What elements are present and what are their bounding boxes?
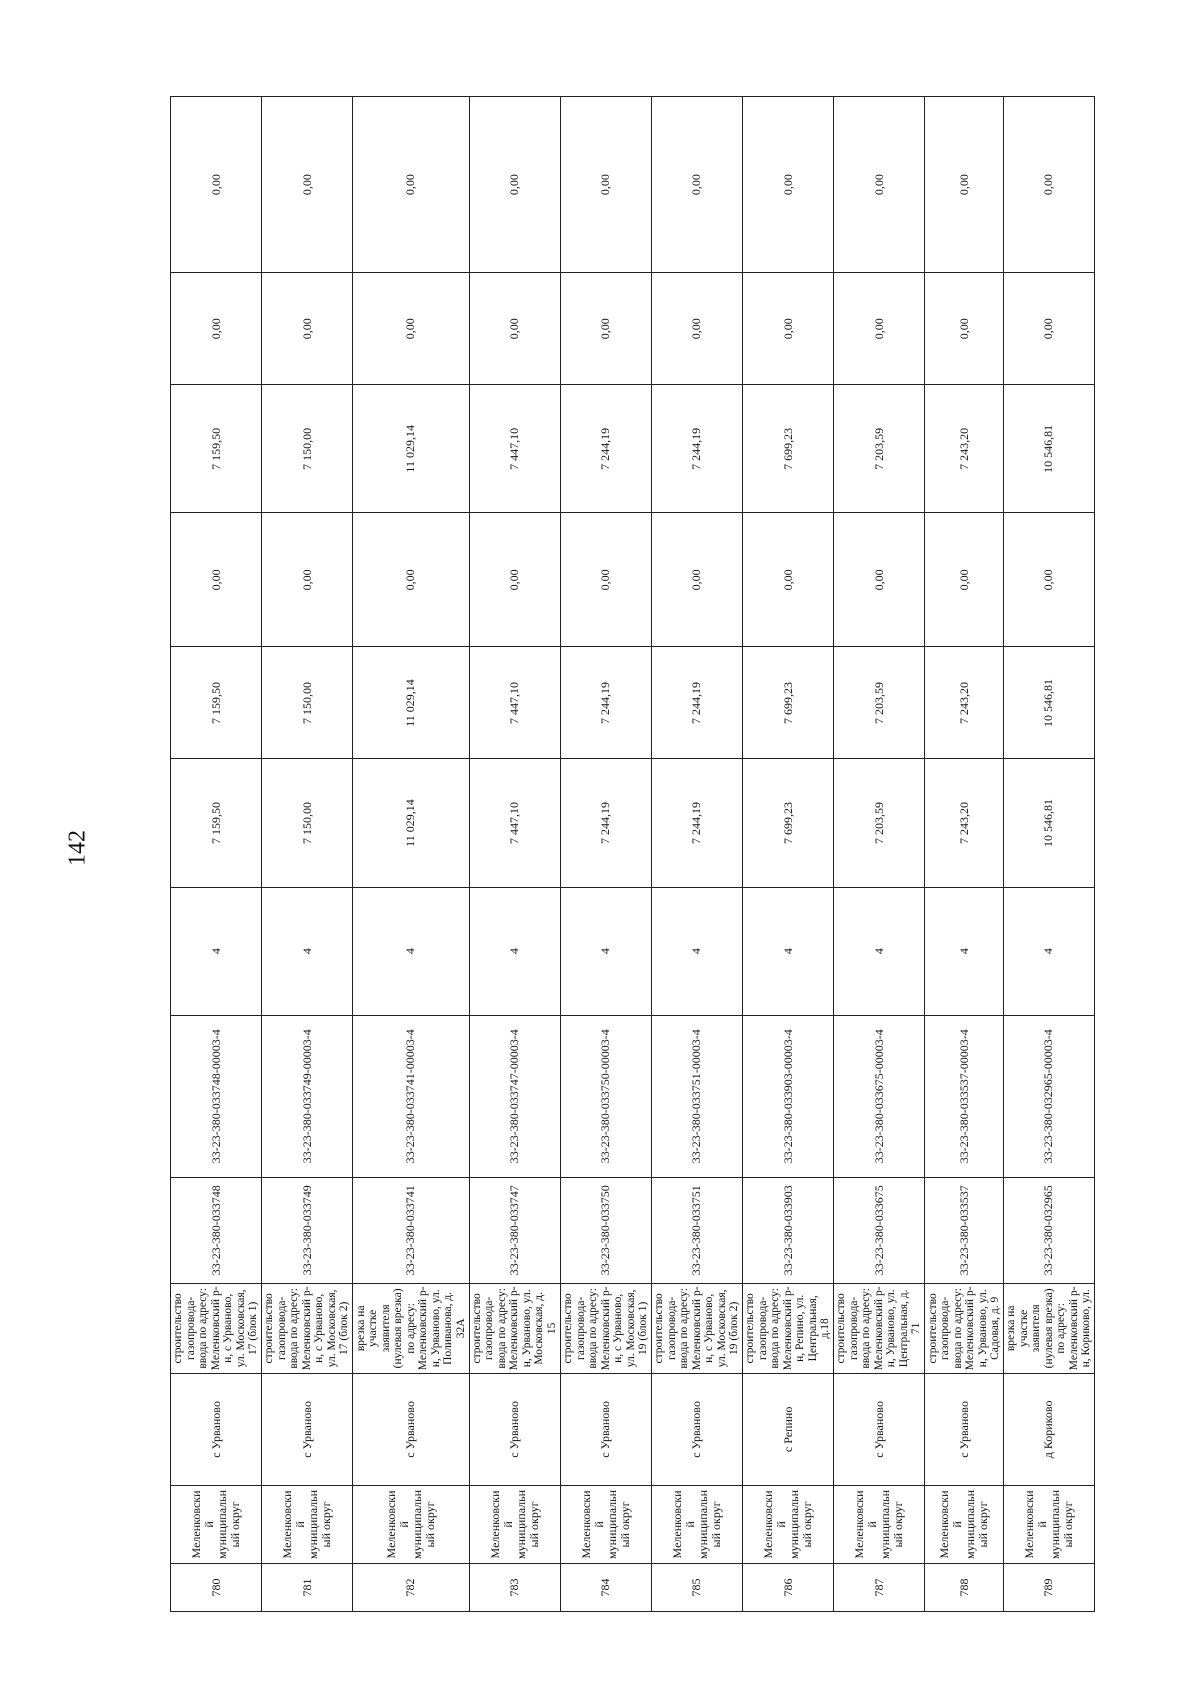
- category-cell: 4: [353, 887, 469, 1015]
- amount-cell-3: 0,00: [834, 513, 925, 647]
- amount-cell-1: 7 244,19: [651, 759, 742, 887]
- amount-cell-5: 0,00: [262, 273, 353, 385]
- amount-cell-5: 0,00: [469, 273, 560, 385]
- application-number-cell: 33-23-380-032965: [1003, 1177, 1094, 1283]
- settlement-cell: с Урвановo: [560, 1373, 651, 1485]
- district-cell: Меленковский муниципальный округ: [262, 1485, 353, 1563]
- amount-cell-1: 7 447,10: [469, 759, 560, 887]
- application-number-cell: 33-23-380-033741: [353, 1177, 469, 1283]
- district-cell: Меленковский муниципальный округ: [1003, 1485, 1094, 1563]
- district-cell: Меленковский муниципальный округ: [353, 1485, 469, 1563]
- amount-cell-6: 0,00: [743, 97, 834, 273]
- amount-cell-3: 0,00: [469, 513, 560, 647]
- table-body: [171, 97, 1095, 1612]
- amount-cell-1: 7 243,20: [925, 759, 1004, 887]
- district-cell: Меленковский муниципальный округ: [834, 1485, 925, 1563]
- amount-cell-4: 7 699,23: [743, 385, 834, 513]
- settlement-cell: с Урвановo: [834, 1373, 925, 1485]
- amount-cell-1: 7 244,19: [560, 759, 651, 887]
- row-number: 782: [353, 1563, 469, 1611]
- amount-cell-2: 7 699,23: [743, 647, 834, 759]
- district-cell: Меленковский муниципальный округ: [560, 1485, 651, 1563]
- row-number: 784: [560, 1563, 651, 1611]
- application-number-cell: 33-23-380-033675: [834, 1177, 925, 1283]
- settlement-cell: с Урвановo: [651, 1373, 742, 1485]
- amount-cell-4: 10 546,81: [1003, 385, 1094, 513]
- contract-number-cell: 33-23-380-033537-00003-4: [925, 1015, 1004, 1177]
- amount-cell-5: 0,00: [834, 273, 925, 385]
- row-number: 786: [743, 1563, 834, 1611]
- table-container: [170, 96, 1095, 1612]
- rotated-sheet: [170, 96, 1095, 1612]
- amount-cell-4: 11 029,14: [353, 385, 469, 513]
- amount-cell-6: 0,00: [262, 97, 353, 273]
- amount-cell-4: 7 244,19: [560, 385, 651, 513]
- application-number-cell: 33-23-380-033751: [651, 1177, 742, 1283]
- settlement-cell: с Урвановo: [469, 1373, 560, 1485]
- table-row: [743, 97, 834, 1612]
- category-cell: 4: [1003, 887, 1094, 1015]
- amount-cell-3: 0,00: [353, 513, 469, 647]
- contract-number-cell: 33-23-380-033749-00003-4: [262, 1015, 353, 1177]
- table-row: [834, 97, 925, 1612]
- row-number: 788: [925, 1563, 1004, 1611]
- amount-cell-3: 0,00: [743, 513, 834, 647]
- amount-cell-3: 0,00: [262, 513, 353, 647]
- district-cell: Меленковский муниципальный округ: [171, 1485, 262, 1563]
- contract-number-cell: 33-23-380-033748-00003-4: [171, 1015, 262, 1177]
- amount-cell-6: 0,00: [925, 97, 1004, 273]
- data-table: [170, 96, 1095, 1612]
- page-number: 142: [64, 830, 91, 866]
- amount-cell-4: 7 203,59: [834, 385, 925, 513]
- amount-cell-1: 7 159,50: [171, 759, 262, 887]
- amount-cell-5: 0,00: [171, 273, 262, 385]
- amount-cell-3: 0,00: [171, 513, 262, 647]
- district-cell: Меленковский муниципальный округ: [743, 1485, 834, 1563]
- amount-cell-2: 7 447,10: [469, 647, 560, 759]
- amount-cell-5: 0,00: [1003, 273, 1094, 385]
- amount-cell-2: 7 243,20: [925, 647, 1004, 759]
- amount-cell-5: 0,00: [743, 273, 834, 385]
- district-cell: Меленковский муниципальный округ: [651, 1485, 742, 1563]
- amount-cell-1: 10 546,81: [1003, 759, 1094, 887]
- description-cell: строительство газопровода-ввода по адресу: Меленковский р-н, с Урвановo, ул. Московская, 17 (блок 1): [171, 1283, 262, 1373]
- amount-cell-3: 0,00: [560, 513, 651, 647]
- amount-cell-4: 7 243,20: [925, 385, 1004, 513]
- settlement-cell: с Урвановo: [353, 1373, 469, 1485]
- amount-cell-2: 11 029,14: [353, 647, 469, 759]
- application-number-cell: 33-23-380-033537: [925, 1177, 1004, 1283]
- description-cell: врезка на участке заявителя (нулевая врезка) по адресу: Меленковский р-н, Кориково, ул.: [1003, 1283, 1094, 1373]
- application-number-cell: 33-23-380-033748: [171, 1177, 262, 1283]
- row-number: 780: [171, 1563, 262, 1611]
- amount-cell-2: 7 244,19: [651, 647, 742, 759]
- amount-cell-4: 7 150,00: [262, 385, 353, 513]
- district-cell: Меленковский муниципальный округ: [925, 1485, 1004, 1563]
- amount-cell-2: 7 150,00: [262, 647, 353, 759]
- table-row: [925, 97, 1004, 1612]
- table-row: [262, 97, 353, 1612]
- description-cell: строительство газопровода-ввода по адресу: Меленковский р-н, Урвановo, ул. Московская, д. 15: [469, 1283, 560, 1373]
- amount-cell-1: 7 699,23: [743, 759, 834, 887]
- amount-cell-5: 0,00: [560, 273, 651, 385]
- category-cell: 4: [560, 887, 651, 1015]
- contract-number-cell: 33-23-380-033903-00003-4: [743, 1015, 834, 1177]
- category-cell: 4: [469, 887, 560, 1015]
- amount-cell-5: 0,00: [353, 273, 469, 385]
- district-cell: Меленковский муниципальный округ: [469, 1485, 560, 1563]
- application-number-cell: 33-23-380-033903: [743, 1177, 834, 1283]
- row-number: 789: [1003, 1563, 1094, 1611]
- amount-cell-4: 7 447,10: [469, 385, 560, 513]
- application-number-cell: 33-23-380-033747: [469, 1177, 560, 1283]
- category-cell: 4: [743, 887, 834, 1015]
- description-cell: строительство газопровода-ввода по адресу: Меленковский р-н, Репино, ул. Центральная, д.18: [743, 1283, 834, 1373]
- category-cell: 4: [651, 887, 742, 1015]
- row-number: 781: [262, 1563, 353, 1611]
- category-cell: 4: [834, 887, 925, 1015]
- amount-cell-6: 0,00: [353, 97, 469, 273]
- amount-cell-6: 0,00: [651, 97, 742, 273]
- amount-cell-1: 7 150,00: [262, 759, 353, 887]
- table-row: [560, 97, 651, 1612]
- description-cell: строительство газопровода-ввода по адресу: Меленковский р-н, с Урвановo, ул. Московская, 17 (блок 2): [262, 1283, 353, 1373]
- description-cell: строительство газопровода-ввода по адресу: Меленковский р-н, с Урвановo, ул. Московская, 19 (блок 2): [651, 1283, 742, 1373]
- category-cell: 4: [925, 887, 1004, 1015]
- amount-cell-6: 0,00: [469, 97, 560, 273]
- contract-number-cell: 33-23-380-033747-00003-4: [469, 1015, 560, 1177]
- amount-cell-6: 0,00: [834, 97, 925, 273]
- application-number-cell: 33-23-380-033750: [560, 1177, 651, 1283]
- table-row: [469, 97, 560, 1612]
- settlement-cell: с Репино: [743, 1373, 834, 1485]
- row-number: 787: [834, 1563, 925, 1611]
- amount-cell-2: 7 244,19: [560, 647, 651, 759]
- amount-cell-6: 0,00: [171, 97, 262, 273]
- amount-cell-4: 7 159,50: [171, 385, 262, 513]
- settlement-cell: с Урвановo: [171, 1373, 262, 1485]
- table-row: [1003, 97, 1094, 1612]
- settlement-cell: с Урвановo: [262, 1373, 353, 1485]
- table-row: [651, 97, 742, 1612]
- description-cell: строительство газопровода-ввода по адресу: Меленковский р-н, Урвановo, ул. Садовая, д. 9: [925, 1283, 1004, 1373]
- row-number: 783: [469, 1563, 560, 1611]
- amount-cell-2: 7 203,59: [834, 647, 925, 759]
- table-row: [353, 97, 469, 1612]
- description-cell: врезка на участке заявителя (нулевая врезка) по адресу: Меленковский р-н, Урвановo, ул. Поливанова, д. 32А: [353, 1283, 469, 1373]
- amount-cell-2: 10 546,81: [1003, 647, 1094, 759]
- contract-number-cell: 33-23-380-032965-00003-4: [1003, 1015, 1094, 1177]
- amount-cell-3: 0,00: [651, 513, 742, 647]
- row-number: 785: [651, 1563, 742, 1611]
- amount-cell-3: 0,00: [925, 513, 1004, 647]
- amount-cell-1: 11 029,14: [353, 759, 469, 887]
- description-cell: строительство газопровода-ввода по адресу: Меленковский р-н, с Урвановo, ул. Московская, 19 (блок 1): [560, 1283, 651, 1373]
- settlement-cell: с Урвановo: [925, 1373, 1004, 1485]
- amount-cell-1: 7 203,59: [834, 759, 925, 887]
- category-cell: 4: [171, 887, 262, 1015]
- amount-cell-5: 0,00: [925, 273, 1004, 385]
- amount-cell-6: 0,00: [1003, 97, 1094, 273]
- contract-number-cell: 33-23-380-033750-00003-4: [560, 1015, 651, 1177]
- amount-cell-3: 0,00: [1003, 513, 1094, 647]
- contract-number-cell: 33-23-380-033675-00003-4: [834, 1015, 925, 1177]
- table-row: [171, 97, 262, 1612]
- category-cell: 4: [262, 887, 353, 1015]
- application-number-cell: 33-23-380-033749: [262, 1177, 353, 1283]
- settlement-cell: д Кориково: [1003, 1373, 1094, 1485]
- description-cell: строительство газопровода-ввода по адресу: Меленковский р-н, Урвановo, ул. Центральная, д. 71: [834, 1283, 925, 1373]
- contract-number-cell: 33-23-380-033751-00003-4: [651, 1015, 742, 1177]
- amount-cell-4: 7 244,19: [651, 385, 742, 513]
- amount-cell-5: 0,00: [651, 273, 742, 385]
- contract-number-cell: 33-23-380-033741-00003-4: [353, 1015, 469, 1177]
- amount-cell-6: 0,00: [560, 97, 651, 273]
- amount-cell-2: 7 159,50: [171, 647, 262, 759]
